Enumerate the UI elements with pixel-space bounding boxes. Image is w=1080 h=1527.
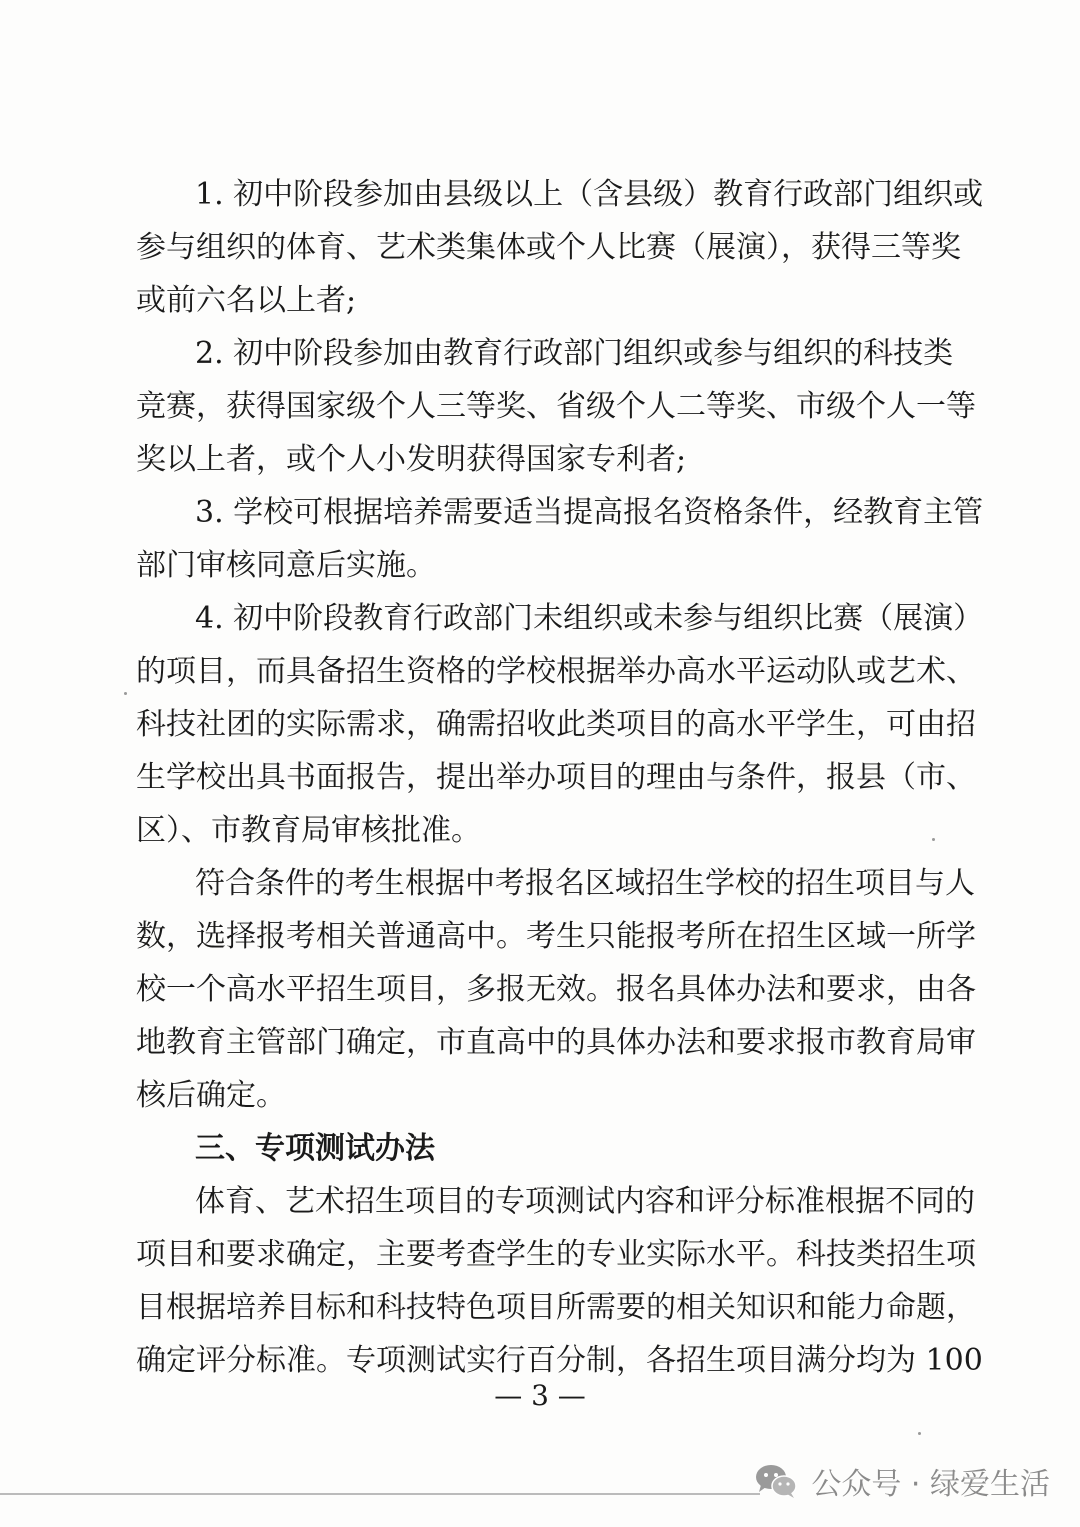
paragraph-line: 项目和要求确定，主要考查学生的专业实际水平。科技类招生项 xyxy=(136,1237,976,1272)
paragraph-line: 4. 初中阶段教育行政部门未组织或未参与组织比赛（展演） xyxy=(195,601,984,636)
paragraph-line: 的项目，而具备招生资格的学校根据举办高水平运动队或艺术、 xyxy=(136,654,976,689)
paragraph-line: 3. 学校可根据培养需要适当提高报名资格条件，经教育主管 xyxy=(195,495,984,530)
paragraph-line: 目根据培养目标和科技特色项目所需要的相关知识和能力命题， xyxy=(136,1290,976,1325)
paragraph-line: 奖以上者，或个人小发明获得国家专利者; xyxy=(136,442,687,477)
paragraph-line: 校一个高水平招生项目，多报无效。报名具体办法和要求，由各 xyxy=(136,972,976,1007)
paragraph-line: 区）、市教育局审核批准。 xyxy=(136,813,481,848)
paragraph-line: 部门审核同意后实施。 xyxy=(136,548,436,583)
paragraph-line: 数，选择报考相关普通高中。考生只能报考所在招生区域一所学 xyxy=(136,919,976,954)
paragraph-line: 核后确定。 xyxy=(136,1078,286,1113)
paragraph-line: 科技社团的实际需求，确需招收此类项目的高水平学生，可由招 xyxy=(136,707,976,742)
scan-speck xyxy=(932,838,935,841)
paragraph-line: 地教育主管部门确定，市直高中的具体办法和要求报市教育局审 xyxy=(136,1025,976,1060)
paragraph-line: 2. 初中阶段参加由教育行政部门组织或参与组织的科技类 xyxy=(195,336,954,371)
paragraph-line: 符合条件的考生根据中考报名区域招生学校的招生项目与人 xyxy=(195,866,975,901)
watermark-text: 公众号 · 绿爱生活 xyxy=(811,1467,1050,1502)
paragraph-line: 确定评分标准。专项测试实行百分制，各招生项目满分均为 100 xyxy=(136,1343,983,1378)
paragraph-line: 或前六名以上者; xyxy=(136,283,357,318)
bottom-divider xyxy=(0,1493,760,1495)
paragraph-line: 竞赛，获得国家级个人三等奖、省级个人二等奖、市级个人一等 xyxy=(136,389,976,424)
paragraph-line: 参与组织的体育、艺术类集体或个人比赛（展演），获得三等奖 xyxy=(136,230,961,265)
wechat-icon xyxy=(753,1461,799,1501)
paragraph-line: 1. 初中阶段参加由县级以上（含县级）教育行政部门组织或 xyxy=(195,177,984,212)
watermark xyxy=(753,1456,1050,1506)
scan-speck xyxy=(124,692,127,695)
section-heading: 三、专项测试办法 xyxy=(195,1131,435,1166)
page-number: — 3 — xyxy=(494,1379,586,1412)
scan-speck xyxy=(918,1432,921,1435)
paragraph-line: 生学校出具书面报告，提出举办项目的理由与条件，报县（市、 xyxy=(136,760,976,795)
paragraph-line: 体育、艺术招生项目的专项测试内容和评分标准根据不同的 xyxy=(195,1184,975,1219)
